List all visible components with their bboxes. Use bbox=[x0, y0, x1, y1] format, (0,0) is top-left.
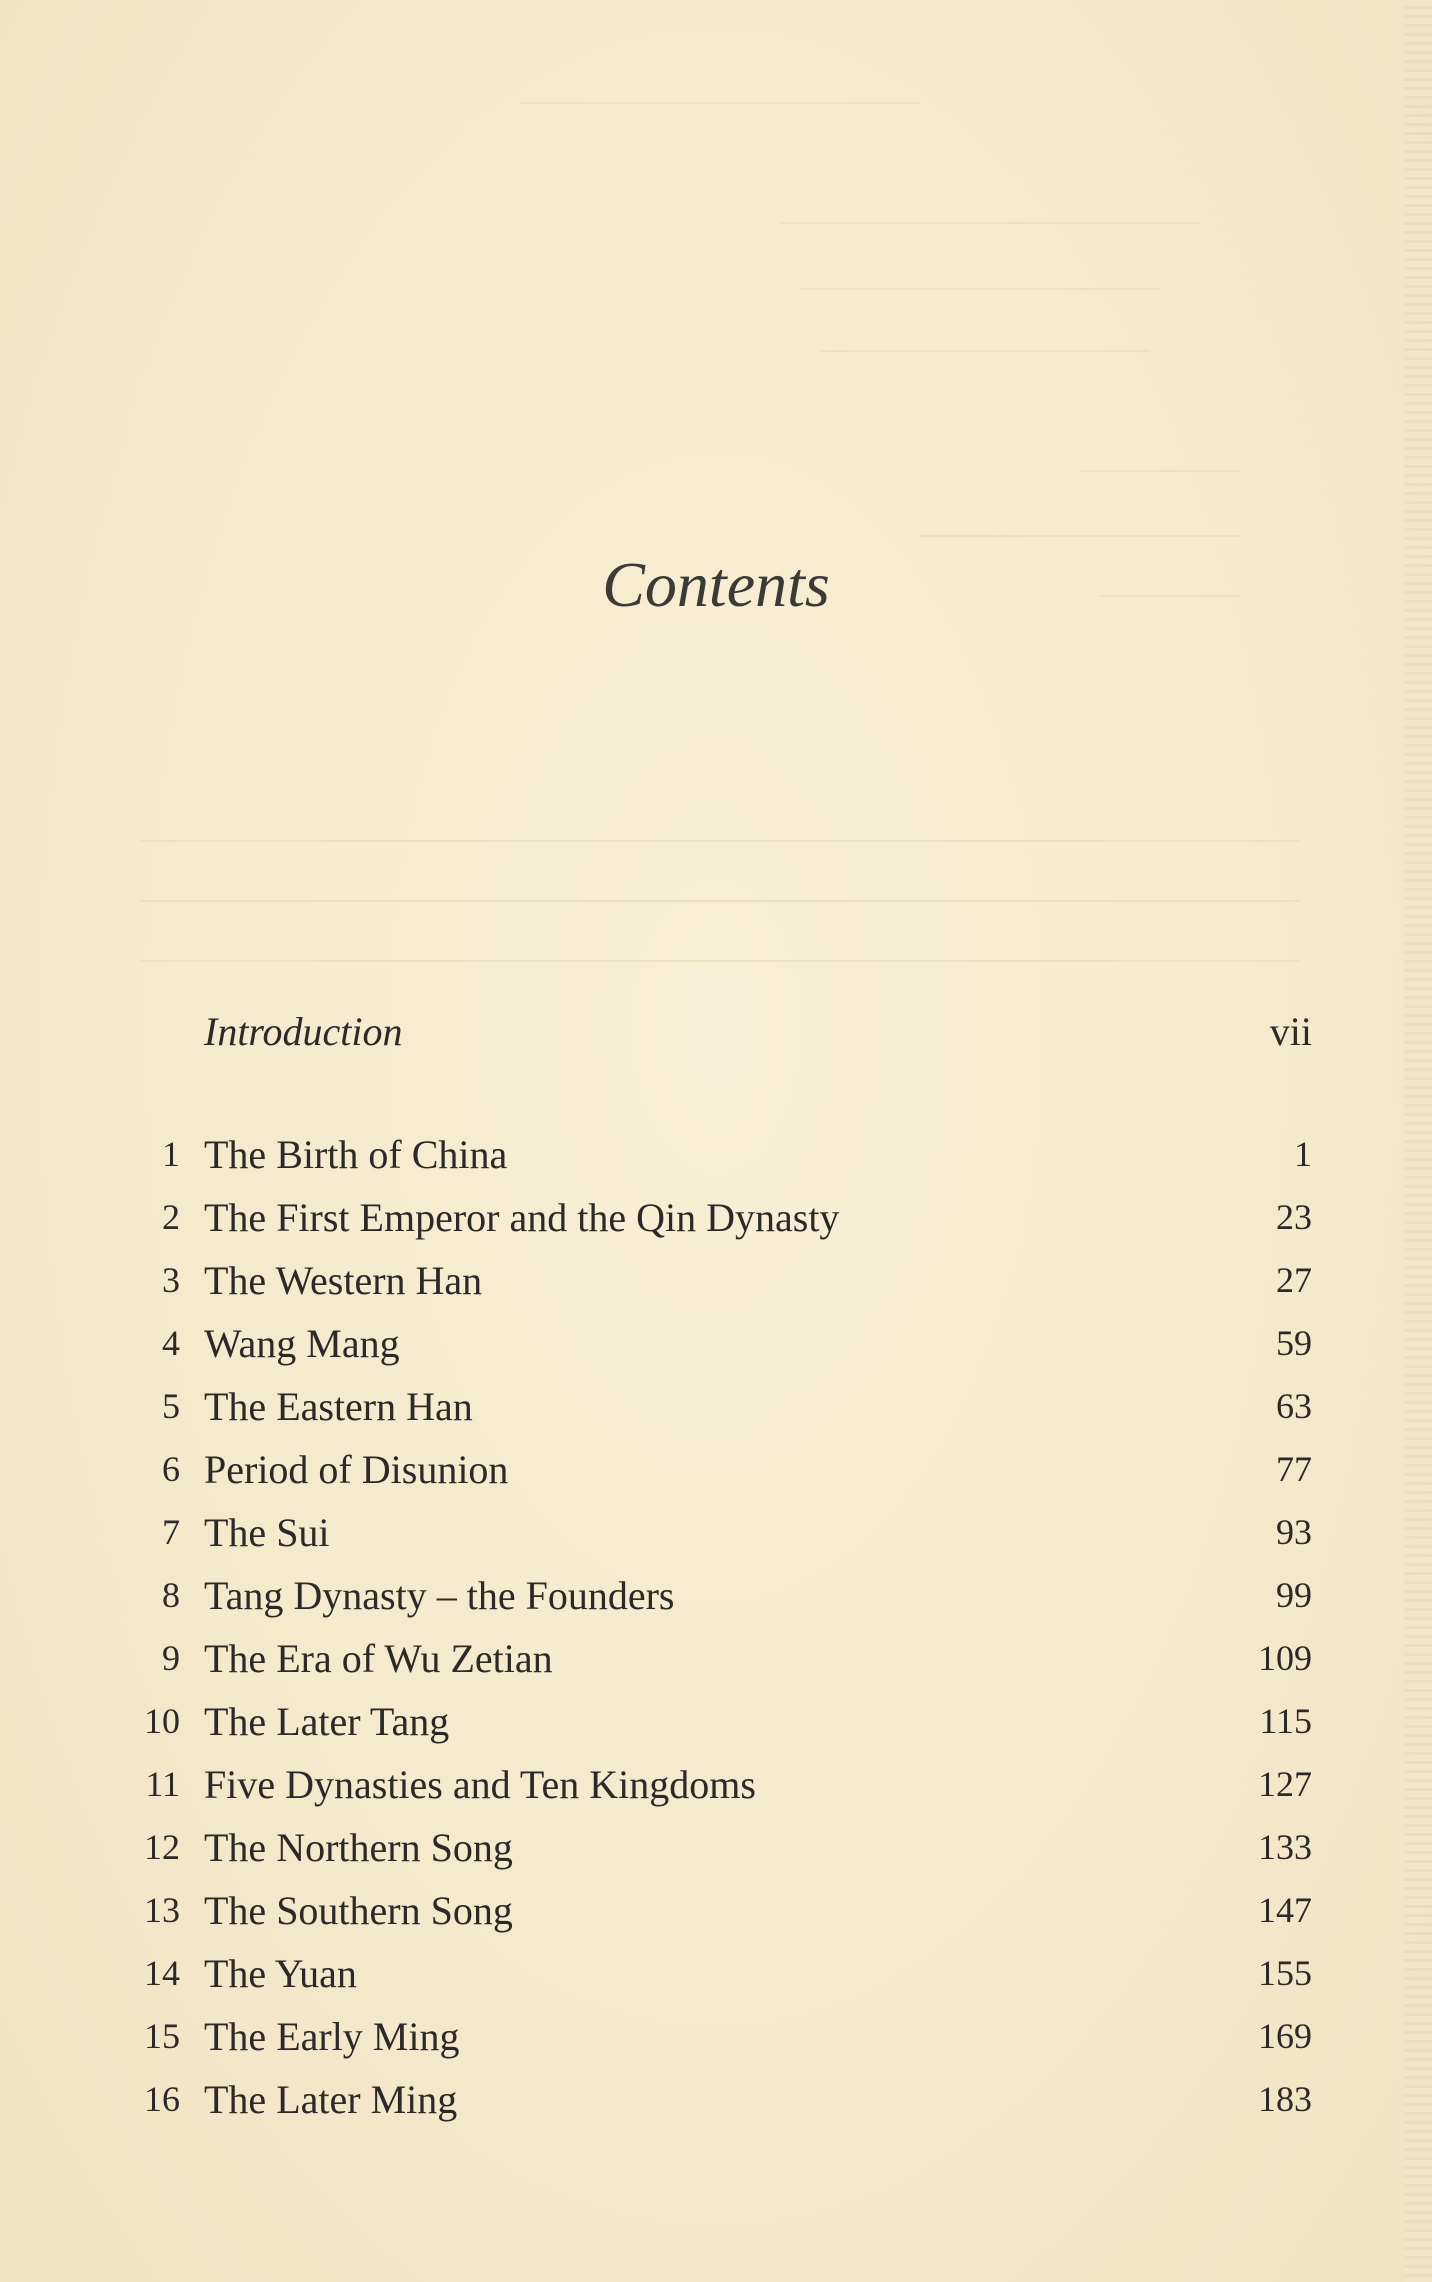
chapter-number: 6 bbox=[162, 1449, 180, 1489]
toc-chapter-row[interactable] bbox=[130, 1627, 1312, 1690]
chapter-number: 15 bbox=[144, 2016, 180, 2056]
chapter-title: Wang Mang bbox=[204, 1321, 400, 1366]
chapter-number: 14 bbox=[144, 1953, 180, 1993]
chapter-page-number: 127 bbox=[1258, 1764, 1312, 1804]
chapter-page-number: 133 bbox=[1258, 1827, 1312, 1867]
page-edge bbox=[1404, 0, 1432, 2282]
chapter-title: Tang Dynasty – the Founders bbox=[204, 1573, 675, 1618]
chapter-page-number: 115 bbox=[1259, 1701, 1312, 1741]
chapter-number: 2 bbox=[162, 1197, 180, 1237]
chapter-title: Five Dynasties and Ten Kingdoms bbox=[204, 1762, 756, 1807]
chapter-number: 1 bbox=[162, 1134, 180, 1174]
introduction-title: Introduction bbox=[204, 1009, 403, 1054]
chapter-page-number: 147 bbox=[1258, 1890, 1312, 1930]
chapter-number: 16 bbox=[144, 2079, 180, 2119]
toc-chapter-row[interactable] bbox=[130, 1816, 1312, 1879]
chapter-title: The Southern Song bbox=[204, 1888, 513, 1933]
chapter-page-number: 59 bbox=[1276, 1323, 1312, 1363]
chapter-title: The Later Ming bbox=[204, 2077, 458, 2122]
chapter-page-number: 23 bbox=[1276, 1197, 1312, 1237]
chapter-page-number: 63 bbox=[1276, 1386, 1312, 1426]
chapter-title: The Western Han bbox=[204, 1258, 483, 1303]
toc-chapter-row[interactable] bbox=[130, 1879, 1312, 1942]
chapter-title: The Northern Song bbox=[204, 1825, 513, 1870]
show-through-line bbox=[920, 535, 1240, 537]
chapter-title: The First Emperor and the Qin Dynasty bbox=[204, 1195, 840, 1240]
toc-introduction-row[interactable] bbox=[130, 1000, 1312, 1060]
chapter-title: The Eastern Han bbox=[204, 1384, 473, 1429]
chapter-title: The Later Tang bbox=[204, 1699, 450, 1744]
chapter-number: 11 bbox=[145, 1764, 180, 1804]
toc-chapter-row[interactable] bbox=[130, 1690, 1312, 1753]
show-through-line bbox=[140, 900, 1300, 902]
chapter-page-number: 1 bbox=[1294, 1134, 1312, 1174]
show-through-line bbox=[780, 222, 1200, 224]
chapter-number: 5 bbox=[162, 1386, 180, 1426]
toc-chapter-row[interactable] bbox=[130, 1438, 1312, 1501]
show-through-line bbox=[1080, 470, 1240, 472]
toc-chapter-row[interactable] bbox=[130, 1942, 1312, 2005]
toc-chapter-row[interactable] bbox=[130, 2068, 1312, 2131]
toc-chapter-row[interactable] bbox=[130, 1186, 1312, 1249]
toc-chapter-row[interactable] bbox=[130, 1564, 1312, 1627]
chapter-number: 8 bbox=[162, 1575, 180, 1615]
chapter-number: 10 bbox=[144, 1701, 180, 1741]
chapter-number: 3 bbox=[162, 1260, 180, 1300]
chapter-title: The Sui bbox=[204, 1510, 330, 1555]
page-title: Contents bbox=[602, 549, 830, 620]
introduction-page-number: vii bbox=[1269, 1009, 1312, 1054]
chapter-number: 9 bbox=[162, 1638, 180, 1678]
chapter-number: 12 bbox=[144, 1827, 180, 1867]
toc-chapter-row[interactable] bbox=[130, 1753, 1312, 1816]
toc-chapter-row[interactable] bbox=[130, 1501, 1312, 1564]
toc-chapter-row[interactable] bbox=[130, 2005, 1312, 2068]
chapter-page-number: 155 bbox=[1258, 1953, 1312, 1993]
chapter-page-number: 169 bbox=[1258, 2016, 1312, 2056]
toc-chapter-row[interactable] bbox=[130, 1375, 1312, 1438]
chapter-number: 4 bbox=[162, 1323, 180, 1363]
toc-chapter-row[interactable] bbox=[130, 1123, 1312, 1186]
show-through-line bbox=[140, 960, 1300, 962]
show-through-line bbox=[140, 840, 1300, 842]
chapter-title: Period of Disunion bbox=[204, 1447, 509, 1492]
chapter-page-number: 99 bbox=[1276, 1575, 1312, 1615]
chapter-number: 7 bbox=[162, 1512, 180, 1552]
show-through-line bbox=[520, 102, 920, 104]
chapter-page-number: 27 bbox=[1276, 1260, 1312, 1300]
toc-chapter-row[interactable] bbox=[130, 1249, 1312, 1312]
chapter-page-number: 183 bbox=[1258, 2079, 1312, 2119]
chapter-page-number: 109 bbox=[1258, 1638, 1312, 1678]
chapter-title: The Yuan bbox=[204, 1951, 357, 1996]
chapter-title: The Early Ming bbox=[204, 2014, 460, 2059]
chapter-page-number: 93 bbox=[1276, 1512, 1312, 1552]
chapter-title: The Birth of China bbox=[204, 1132, 508, 1177]
toc-chapter-row[interactable] bbox=[130, 1312, 1312, 1375]
chapter-list bbox=[130, 1123, 1312, 2131]
chapter-title: The Era of Wu Zetian bbox=[204, 1636, 553, 1681]
show-through-line bbox=[820, 350, 1150, 352]
show-through-line bbox=[800, 288, 1160, 290]
chapter-number: 13 bbox=[144, 1890, 180, 1930]
chapter-page-number: 77 bbox=[1276, 1449, 1312, 1489]
